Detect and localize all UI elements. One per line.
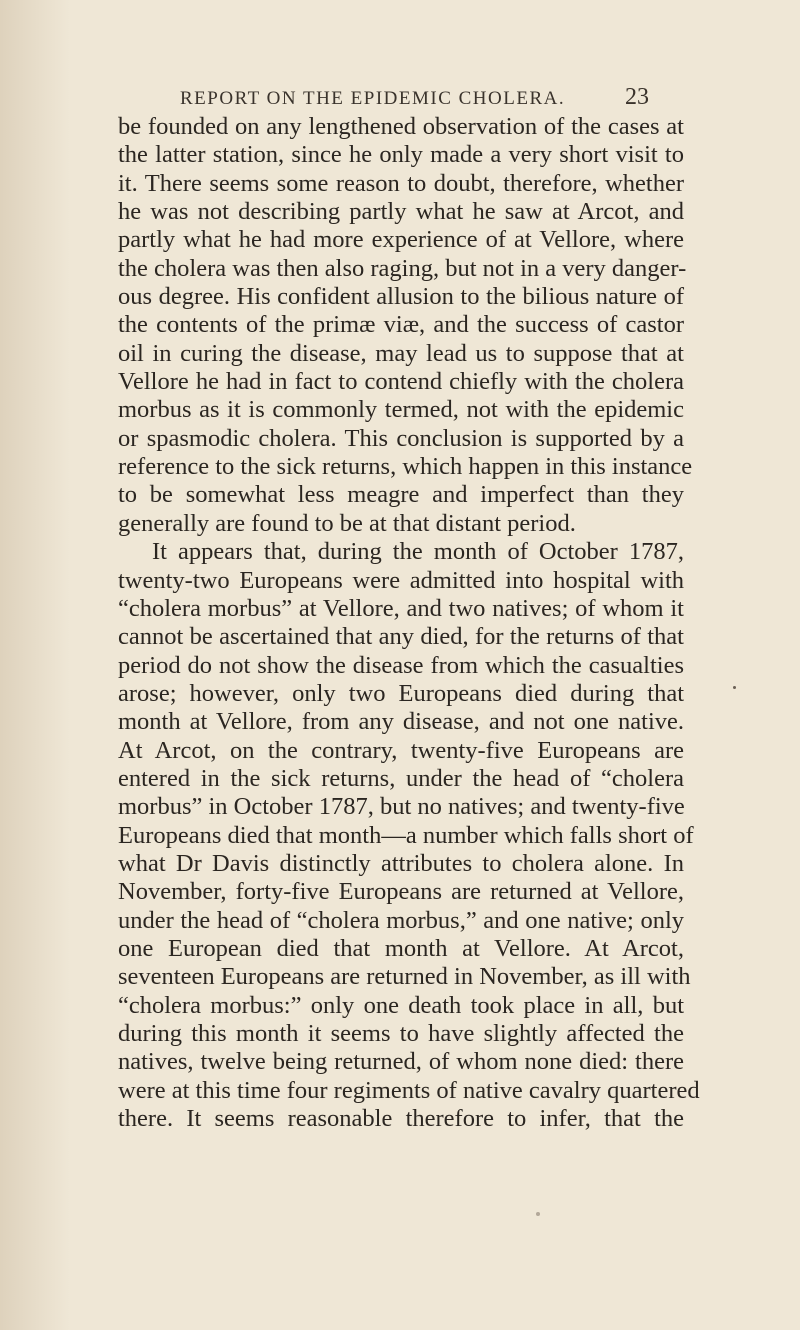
text-line: seventeen Europeans are returned in November, as ill with xyxy=(118,963,691,991)
margin-dot xyxy=(733,686,736,689)
text-line: during this month it seems to have slightly affected the xyxy=(118,1020,684,1047)
text-line: to be somewhat less meagre and imperfect than they xyxy=(118,481,684,509)
text-line: one European died that month at Vellore. At Arcot, xyxy=(118,934,684,962)
text-line: it. There seems some reason to doubt, therefore, whether xyxy=(118,169,684,197)
text-line: the contents of the primæ viæ, and the success of castor xyxy=(118,311,684,339)
text-line: It appears that, during the month of October 1787, xyxy=(152,538,684,566)
page-number: 23 xyxy=(625,84,649,110)
text-line: the cholera was then also raging, but not in a very danger- xyxy=(118,254,687,282)
text-line: morbus” in October 1787, but no natives; and twenty-five xyxy=(118,793,685,821)
text-line: there. It seems reasonable therefore to infer, that the xyxy=(118,1105,684,1133)
text-line: were at this time four regiments of native cavalry quartered xyxy=(118,1076,700,1104)
text-line: “cholera morbus:” only one death took place in all, but xyxy=(118,991,684,1019)
text-line: “cholera morbus” at Vellore, and two natives; of whom it xyxy=(118,594,684,622)
text-line: he was not describing partly what he saw at Arcot, and xyxy=(118,198,684,226)
text-line: month at Vellore, from any disease, and not one native. xyxy=(118,708,684,736)
text-line: ous degree. His confident allusion to the bilious nature of xyxy=(118,283,684,311)
text-line: November, forty-five Europeans are returned at Vellore, xyxy=(118,878,684,906)
text-line: oil in curing the disease, may lead us to suppose that at xyxy=(118,339,684,367)
text-line: morbus as it is commonly termed, not with the epidemic xyxy=(118,396,684,424)
text-line: cannot be ascertained that any died, for the returns of that xyxy=(118,623,684,651)
text-line: what Dr Davis distinctly attributes to cholera alone. In xyxy=(118,849,684,877)
text-line: Vellore he had in fact to contend chiefly with the cholera xyxy=(118,368,684,396)
paragraph-2 xyxy=(118,538,700,1133)
text-line: generally are found to be at that distant period. xyxy=(118,509,576,537)
text-line: arose; however, only two Europeans died during that xyxy=(118,679,684,707)
text-line: entered in the sick returns, under the head of “cholera xyxy=(118,764,684,792)
paper-speck xyxy=(536,1212,540,1216)
text-line: natives, twelve being returned, of whom none died: there xyxy=(118,1048,684,1076)
text-line: be founded on any lengthened observation of the cases at xyxy=(118,113,684,140)
text-line: Europeans died that month—a number which falls short of xyxy=(118,821,694,849)
running-head-title: REPORT ON THE EPIDEMIC CHOLERA. xyxy=(180,88,566,109)
text-line: At Arcot, on the contrary, twenty-five Europeans are xyxy=(118,736,684,764)
text-line: under the head of “cholera morbus,” and one native; only xyxy=(118,906,684,934)
text-line: partly what he had more experience of at Vellore, where xyxy=(118,226,684,254)
body-text xyxy=(118,113,700,1133)
text-line: or spasmodic cholera. This conclusion is supported by a xyxy=(118,424,684,452)
text-line: period do not show the disease from which the casualties xyxy=(118,651,684,679)
text-line: reference to the sick returns, which happen in this instance xyxy=(118,453,693,481)
paragraph-1 xyxy=(118,113,693,538)
text-line: the latter station, since he only made a very short visit to xyxy=(118,141,684,169)
text-line: twenty-two Europeans were admitted into hospital with xyxy=(118,566,684,594)
